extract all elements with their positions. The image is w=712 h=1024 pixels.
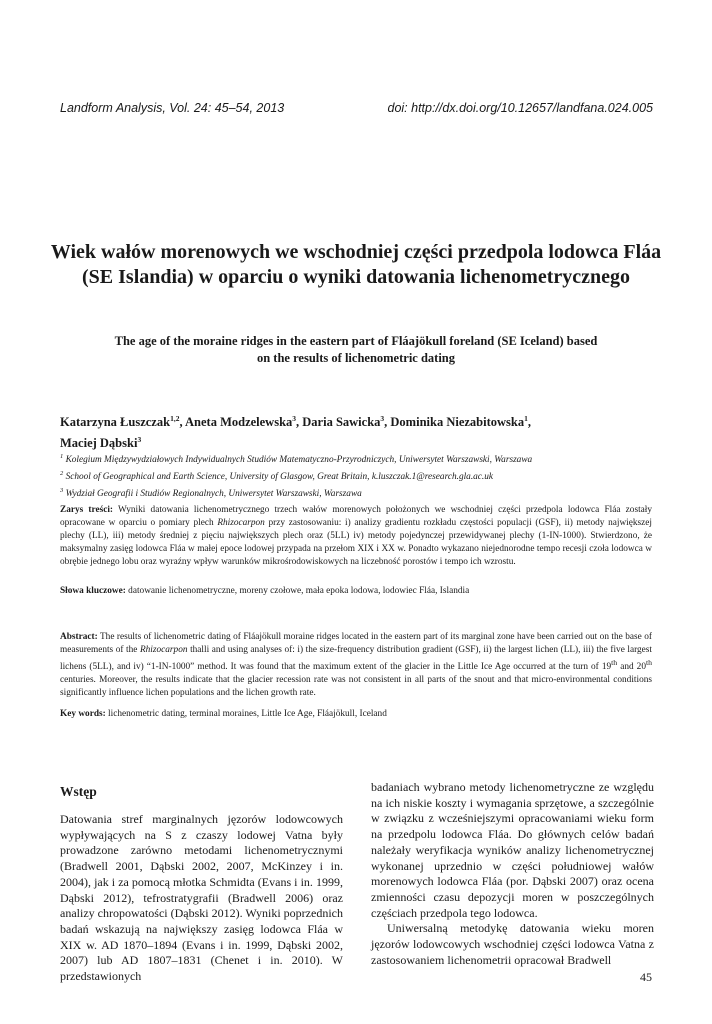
title-polish-line-2: (SE Islandia) w oparciu o wyniki datowania lichenometrycznego (82, 266, 630, 288)
abstract-polish-label: Zarys treści: (60, 505, 114, 515)
abstract-polish: Zarys treści: Wyniki datowania lichenometrycznego trzech wałów morenowych położonych we wschodniej części przedpola lodowca Fláa zostały opracowane w oparciu o pomiary plech Rhizocarpon przy zastosowaniu: i) analizy gradientu rozkładu częstości populacji (GSF), ii) metody największej plechy (LL), iii) metody średniej z pięciu największych plech oraz (5LL) iv) metody pojedynczej przewidywanej plechy (1-IN-1000). Stwierdzono, że maksymalny zasięg lodowca Fláa w małej epoce lodowej przypada na przełom XIX i XX w. Ponadto wykazano niejednorodne tempo recesji czoła lodowca w obrębie jednego lobu oraz wyraźny wpływ warunków mikrośrodowiskowych na liczebność porostów i tempo ich wzrostu. (60, 505, 653, 567)
author: Dominika Niezabitowska$^1$, (390, 414, 531, 430)
abstract-english-label: Abstract: (60, 632, 98, 642)
keywords-polish-label: Słowa kluczowe: (60, 586, 126, 596)
author: Aneta Modzelewska$^3$, (185, 414, 303, 430)
journal-citation: Landform Analysis, Vol. 24: 45–54, 2013 (60, 101, 285, 115)
body-column-right (371, 780, 654, 968)
page-number: 45 (640, 970, 652, 984)
affiliation-item: $^1$ Kolegium Międzywydziałowych Indywidualnych Studiów Matematyczno-Przyrodniczych, Uniwersytet Warszawski, Warszawa (60, 453, 533, 466)
affiliation-list (60, 450, 652, 501)
body-paragraph: badaniach wybrano metody lichenometryczne ze względu na ich niskie koszty i wymagania sprzętowe, a szczególnie w związku z wcześniejszymi opracowaniami wieku form na przedpolu lodowca Fláa. Do głównych celów badań należały weryfikacja wyników analizy lichenometrycznej wykonanej uprzednio w części południowej wałów morenowych lodowca Fláa (por. Dąbski 2007) oraz ocena zmienności czasu depozycji moren w poszczególnych częściach przedpola tego lodowca. (371, 780, 654, 920)
title-polish (40, 240, 672, 290)
author-list (60, 410, 652, 452)
title-english (60, 333, 652, 367)
body-paragraph: Uniwersalną metodykę datowania wieku moren jęzorów lodowcowych wschodniej części lodowca Vatna z zastosowaniem lichenometrii opracował Bradwell (371, 921, 654, 967)
title-english-line-1: The age of the moraine ridges in the eastern part of Fláajökull foreland (SE Iceland) based (114, 334, 598, 348)
author: Maciej Dąbski$^3$ (60, 435, 142, 451)
author: Katarzyna Łuszczak$^{1,2}$, (60, 414, 185, 430)
title-english-line-2: on the results of lichenometric dating (256, 351, 456, 365)
affiliation-item: $^3$ Wydział Geografii i Studiów Regionalnych, Uniwersytet Warszawski, Warszawa (60, 487, 362, 500)
title-polish-line-1: Wiek wałów morenowych we wschodniej części przedpola lodowca Fláa (50, 241, 662, 263)
keywords-english-label: Key words: (60, 709, 106, 719)
keywords-polish: Słowa kluczowe: datowanie lichenometryczne, moreny czołowe, mała epoka lodowa, lodowiec Fláa, Islandia (60, 586, 470, 596)
keywords-english: Key words: lichenometric dating, terminal moraines, Little Ice Age, Fláajökull, Iceland (60, 709, 387, 719)
affiliation-item: $^2$ School of Geographical and Earth Science, University of Glasgow, Great Britain, k.luszczak.1@research.gla.ac.uk (60, 470, 494, 483)
running-header (60, 101, 653, 119)
section-heading: Wstęp (60, 784, 97, 799)
abstract-english: Abstract: The results of lichenometric dating of Fláajökull moraine ridges located in the eastern part of its marginal zone have been carried out on the base of measurements of the Rhizocarpon thalli and using analyses of: i) the size-frequency distribution gradient (GSF), ii) the largest lichen (LL), iii) the five largest lichens (5LL), and iv) “1-IN-1000” method. It was found that the maximum extent of the glacier in the Little Ice Age occurred at the turn of 19th and 20th centuries. Moreover, the results indicate that the glacier recession rate was not consistent in all parts of the snout and that micro-environmental conditions significantly influence lichen populations and the lichen growth rate. (60, 632, 653, 698)
body-column-left (60, 780, 343, 985)
doi-link[interactable]: doi: http://dx.doi.org/10.12657/landfana.024.005 (387, 101, 653, 115)
body-paragraph: Datowania stref marginalnych jęzorów lodowcowych wypływających na S z czaszy lodowej Vatna były prowadzone zarówno metodami lichenometrycznymi (Bradwell 2001, Dąbski 2002, 2007, McKinzey i in. 2004), jak i za pomocą młotka Schmidta (Evans i in. 1999, Dąbski 2012), tefrostratygrafii (Bradwell 2006) oraz analizy chropowatości (Dąbski 2012). Wyniki poprzednich badań wskazują na największy zasięg lodowca Fláa w XIX w. AD 1870–1894 (Evans i in. 1999, Dąbski 2002, 2007) lub AD 1807–1831 (Chenet i in. 2010). W przedstawionych (60, 812, 343, 984)
author: Daria Sawicka$^3$, (302, 414, 391, 430)
